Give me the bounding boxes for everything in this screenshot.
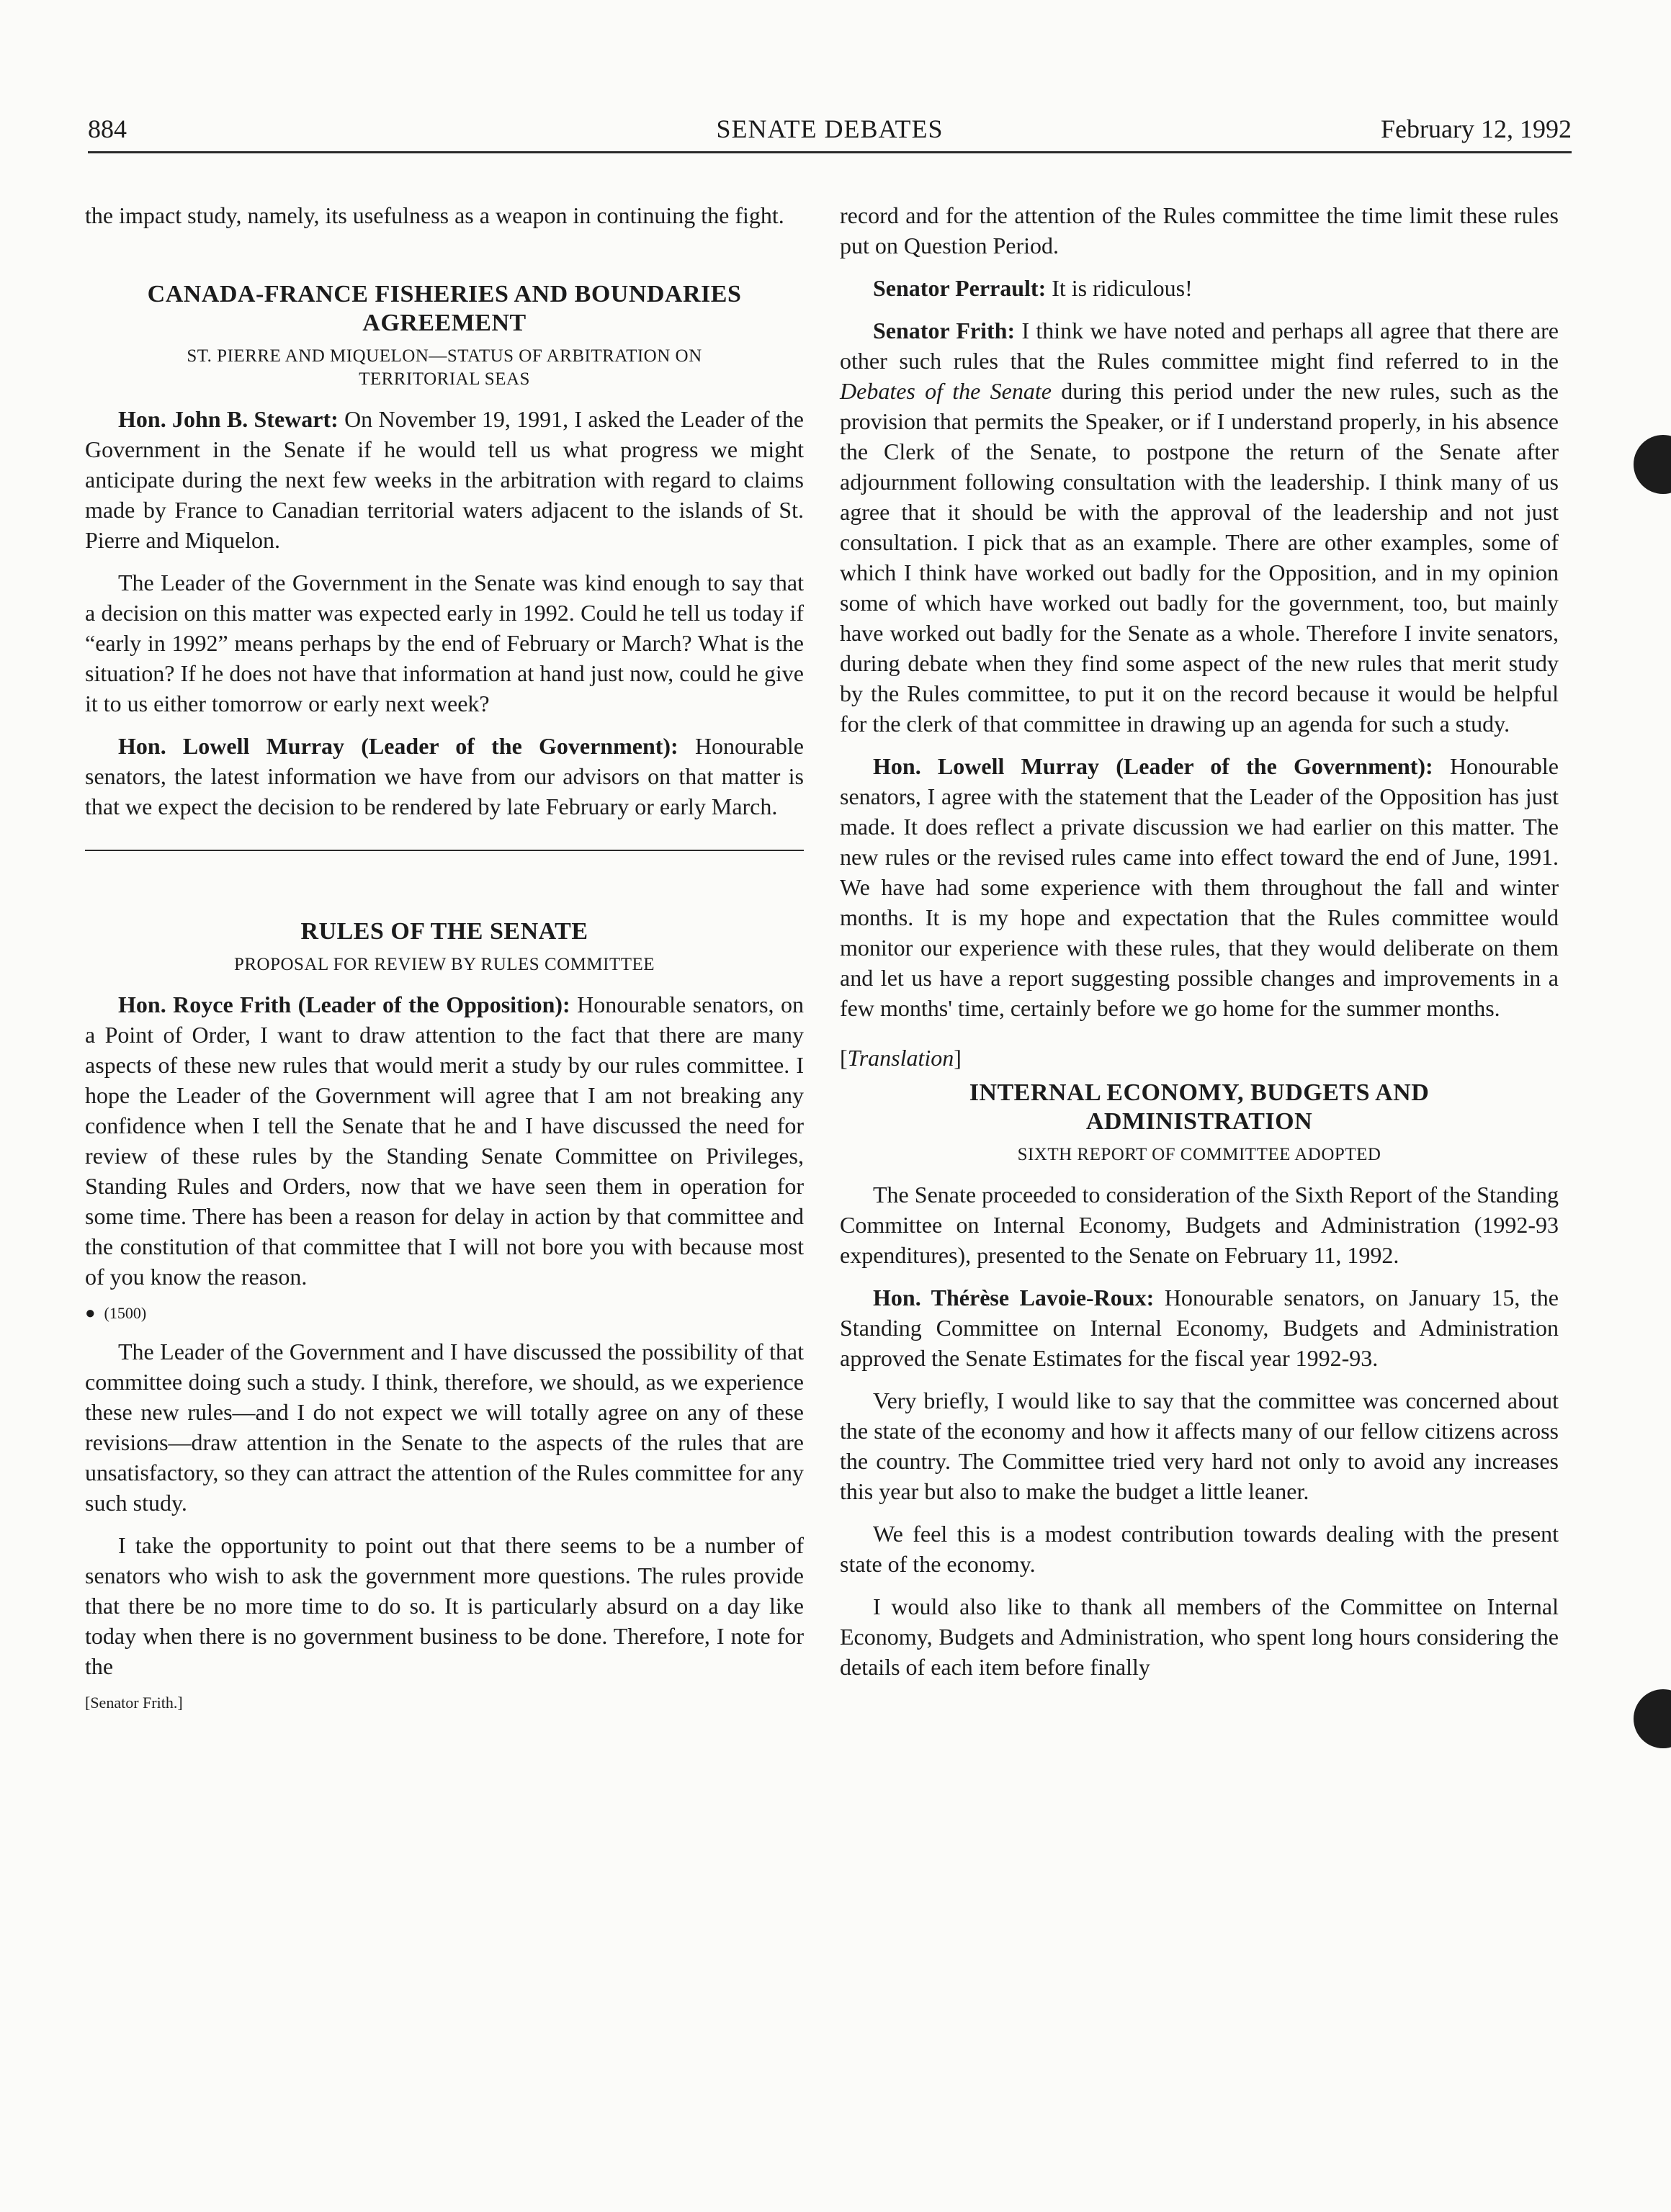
speech-text: Honourable senators, I agree with the statement that the Leader of the Opposition has just made. It does reflect a private discussion we had earlier on this matter. The new rules or the revised rules came into effect toward the end of June, 1991. We have had some experience with them throughout the fall and winter months. It is my hope and expectation that the Rules committee would monitor our experience with these rules, that they would deliberate on them and let us have a report suggesting possible changes and improvements in a few months' time, certainly before we go home for the summer months.	[840, 753, 1559, 1021]
paragraph	[840, 273, 1559, 303]
paragraph: The Leader of the Government and I have discussed the possibility of that committee doing such a study. I think, therefore, we should, as we experience these new rules—and I do not expect we will totally agree on any of these revisions—draw attention in the Senate to the aspects of the rules that are unsatisfactory, so they can attract the attention of the Rules committee for any such study.	[85, 1339, 804, 1516]
speaker-name: Hon. Lowell Murray (Leader of the Government):	[118, 733, 678, 759]
paragraph: We feel this is a modest contribution towards dealing with the present state of the economy.	[840, 1521, 1559, 1577]
section-subtitle-report: SIXTH REPORT OF COMMITTEE ADOPTED	[1017, 1145, 1381, 1164]
speech-text: On November 19, 1991, I asked the Leader of the Government in the Senate if he would tell us what progress we might anticipate during the next few weeks in the arbitration with regard to claims made by France to Canadian territorial waters adjacent to the islands of St. Pierre and Miquelon.	[85, 406, 805, 553]
section-title-line: INTERNAL ECONOMY, BUDGETS AND	[969, 1079, 1430, 1106]
paragraph: record and for the attention of the Rules committee the time limit these rules put on Question Period.	[840, 202, 1559, 258]
punch-hole-upper	[1634, 435, 1671, 494]
paragraph: The Senate proceeded to consideration of the Sixth Report of the Standing Committee on Internal Economy, Budgets and Administration (1992-93 expenditures), presented to the Senate on February 11, 1992.	[840, 1182, 1559, 1268]
section-subtitle-proposal: PROPOSAL FOR REVIEW BY RULES COMMITTEE	[233, 955, 655, 974]
right-column	[840, 200, 1559, 1694]
page-header	[88, 108, 1572, 153]
paragraph	[840, 315, 1559, 739]
translation-marker	[840, 1043, 1559, 1073]
paragraph	[840, 1282, 1559, 1373]
paragraph: I would also like to thank all members of the Committee on Internal Economy, Budgets and Administration, who spent long hours considering the details of each item before finally	[840, 1593, 1559, 1680]
section-subtitle-line: ST. PIERRE AND MIQUELON—STATUS OF ARBITRATION ON	[187, 346, 702, 366]
speaker-attribution: [Senator Frith.]	[85, 1694, 183, 1712]
section-title-rules: RULES OF THE SENATE	[300, 918, 588, 945]
punch-hole-lower	[1634, 1689, 1671, 1748]
paragraph	[85, 404, 804, 555]
speaker-name: Senator Frith:	[873, 318, 1016, 343]
section-title-internal-economy	[840, 1079, 1559, 1136]
time-marker	[85, 1304, 804, 1323]
time-marker-text: (1500)	[104, 1304, 147, 1322]
publication-title: Debates of the Senate	[840, 378, 1052, 404]
section-subtitle-line: TERRITORIAL SEAS	[359, 369, 530, 389]
page-date: February 12, 1992	[1381, 114, 1572, 143]
speech-text: Honourable senators, the latest information we have from our advisors on that matter is that we expect the decision to be rendered by late February or early March.	[85, 733, 805, 819]
speech-text: It is ridiculous!	[1046, 275, 1193, 301]
paragraph	[85, 989, 804, 1292]
paragraph: I take the opportunity to point out that there seems to be a number of senators who wish to ask the government more questions. The rules provide that there be no more time to do so. It is particularly absurd on a day like today when there is no government business to be done. Therefore, I note for the	[85, 1532, 804, 1679]
speech-text: Honourable senators, on January 15, the Standing Committee on Internal Economy, Budgets and Administration approved the Senate Estimates for the fiscal year 1992-93.	[840, 1285, 1559, 1371]
bracket-close: ]	[954, 1045, 962, 1071]
section-title-line: ADMINISTRATION	[1085, 1108, 1313, 1135]
paragraph: Very briefly, I would like to say that the committee was concerned about the state of the economy and how it affects many of our fellow citizens across the country. The Committee tried very hard not only to avoid any increases this year but also to make the budget a little leaner.	[840, 1388, 1559, 1504]
section-subtitle-arbitration	[85, 345, 804, 391]
speaker-name: Senator Perrault:	[873, 275, 1047, 301]
running-title: SENATE DEBATES	[716, 114, 944, 143]
section-title-fisheries	[85, 280, 804, 338]
speaker-name: Hon. Royce Frith (Leader of the Opposition):	[118, 992, 570, 1017]
paragraph: the impact study, namely, its usefulness as a weapon in continuing the fight.	[85, 202, 784, 228]
paragraph	[840, 751, 1559, 1023]
translation-label: Translation	[847, 1045, 954, 1071]
paragraph: The Leader of the Government in the Senate was kind enough to say that a decision on this matter was expected early in 1992. Could he tell us today if “early in 1992” means perhaps by the end of February or March? What is the situation? If he does not have that information at hand just now, could he give it to us either tomorrow or early next week?	[85, 570, 804, 716]
section-title-line: CANADA-FRANCE FISHERIES AND BOUNDARIES	[147, 281, 742, 307]
left-column	[85, 200, 804, 1712]
speech-text: Honourable senators, on a Point of Order, I want to draw attention to the fact that there are many aspects of these new rules that would merit a study by our rules committee. I hope the Leader of the Government will agree that I am not breaking any confidence when I tell the Senate that he and I have discussed the need for review of these rules by the Standing Senate Committee on Privileges, Standing Rules and Orders, now that we have seen them in operation for some time. There has been a reason for delay in action by that committee and the constitution of that committee that I will not bore you with because most of you know the reason.	[85, 992, 805, 1290]
paragraph	[85, 731, 804, 822]
bullet-icon: ●	[85, 1304, 96, 1323]
speaker-name: Hon. Thérèse Lavoie-Roux:	[873, 1285, 1155, 1310]
speech-text: during this period under the new rules, such as the provision that permits the Speaker, or if I understand properly, in his absence the Clerk of the Senate, to postpone the return of the Senate after adjournment following consultation with the leadership. I think many of us agree that it should be with the approval of the leadership and not just consultation. I pick that as an example. There are other examples, some of which I think have worked out badly for the Opposition, and in my opinion some of which have worked out badly for the government, too, but mainly have worked out badly for the Senate as a whole. Therefore I invite senators, during debate when they find some aspect of the new rules that merit study by the Rules committee, to put it on the record because it would be helpful for the clerk of that committee in drawing up an agenda for such a study.	[840, 378, 1559, 737]
section-title-line: AGREEMENT	[362, 310, 527, 336]
page-number: 884	[88, 114, 127, 143]
speaker-name: Hon. John B. Stewart:	[118, 406, 339, 432]
bracket-open: [	[840, 1045, 848, 1071]
speaker-name: Hon. Lowell Murray (Leader of the Government):	[873, 753, 1433, 779]
speech-text: I think we have noted and perhaps all agree that there are other such rules that the Rules committee might find referred to in the	[840, 318, 1559, 374]
